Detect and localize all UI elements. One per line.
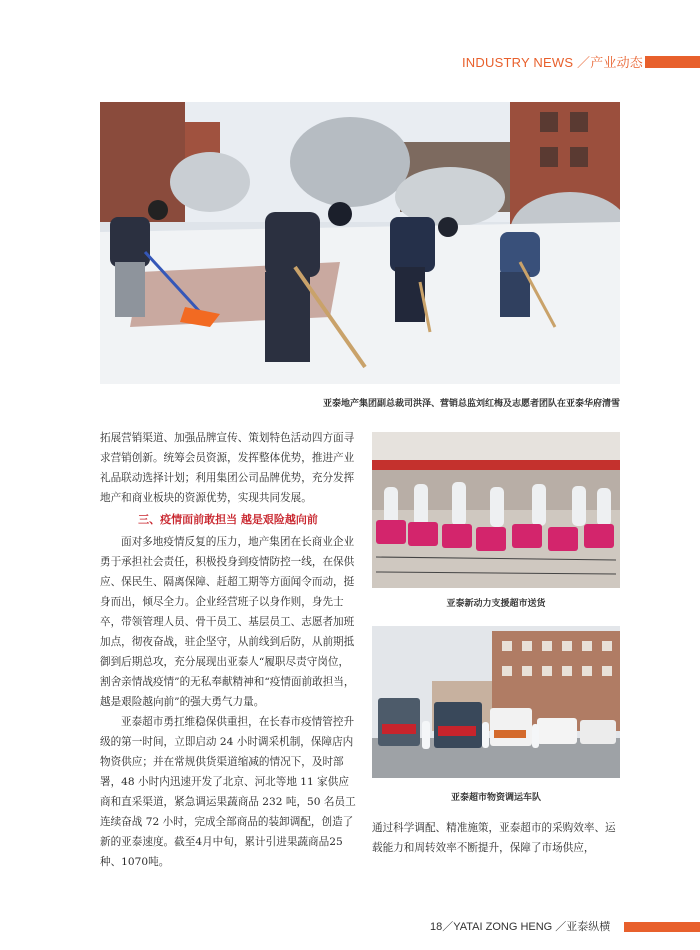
paragraph: 通过科学调配、精准施策，亚泰超市的采购效率、运载能力和周转效率不断提升，保障了市场供应， xyxy=(372,822,616,854)
footer-accent-bar xyxy=(624,922,700,932)
page-header xyxy=(0,52,700,72)
truck-convoy-photo xyxy=(372,626,620,778)
paragraph: 拓展营销渠道、加强品牌宣传、策划特色活动四方面寻求营销创新。统筹会员资源，发挥整体优势，推进产业礼品联动选择计划；利用集团公司品牌优势，充分发挥地产和商业板块的资源优势，实现共同发展。 xyxy=(100,432,355,504)
paragraph: 面对多地疫情反复的压力，地产集团在长商业企业勇于承担社会责任，积极投身到疫情防控一线，在保供应、保民生、隔离保障、赶超工期等方面闻令而动，挺身而出，倾尽全力。企业经营班子以身作则，身先士卒，带领管理人员、骨干员工、基层员工、志愿者加班加点，彻夜奋战，驻企坚守，从前线到后防，从前期抵御到后期总攻，充分展现出亚泰人“履职尽责守岗位，割舍亲情战疫情”的无私奉献精神和“疫情面前敢担当，越是艰险越向前”的强大勇气力量。 xyxy=(100,536,355,708)
page-footer xyxy=(0,918,700,934)
snow-clearing-photo xyxy=(100,102,620,384)
supermarket-delivery-photo xyxy=(372,432,620,588)
photo-caption-lower: 亚泰超市物资调运车队 xyxy=(450,793,541,803)
photo-caption-top: 亚泰地产集团副总裁司洪泽、营销总监刘红梅及志愿者团队在亚泰华府清雪 xyxy=(322,399,620,409)
section-heading: 三、疫情面前敢担当 越是艰险越向前 xyxy=(138,513,318,526)
section-category: INDUSTRY NEWS ／产业动态 xyxy=(462,55,644,70)
header-accent-bar xyxy=(645,56,700,68)
photo-caption-middle: 亚泰新动力支援超市送货 xyxy=(446,599,546,609)
left-column-text xyxy=(100,428,356,872)
paragraph: 亚泰超市勇扛维稳保供重担，在长春市疫情管控升级的第一时间，立即启动 24 小时调采机制，保障店内物资供应；并在常规供货渠道缩减的情况下，及时部署，48 小时内迅速开发了北京、河北等地 11 家供应商和直采渠道，紧急调运果蔬商品 232 吨，50 名员工连续奋战 72 小时，完成全部商品的装卸调配，创造了新的亚泰速度。截至4月中旬，累计引进果蔬商品25种、1070吨。 xyxy=(100,716,356,868)
page-number: 18／YATAI ZONG HENG ／亚泰纵横 xyxy=(430,921,611,933)
right-column-text xyxy=(372,818,622,858)
